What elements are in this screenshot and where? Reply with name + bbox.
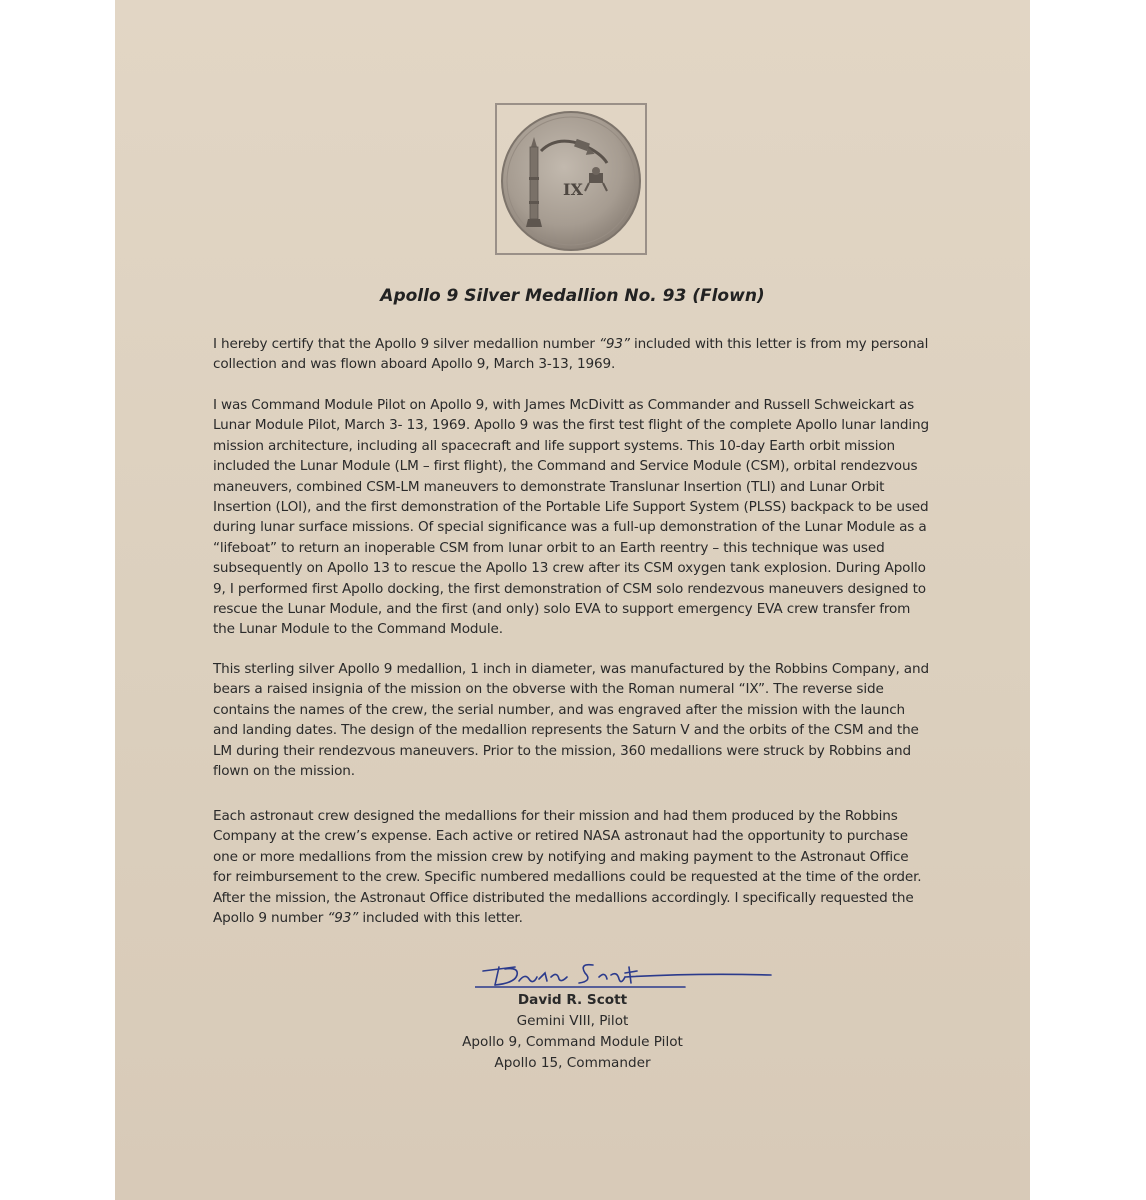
medallion-photo-frame <box>495 103 647 255</box>
signer-role: Gemini VIII, Pilot <box>516 1013 629 1029</box>
signer-role: Apollo 15, Commander <box>494 1055 651 1071</box>
handwritten-signature <box>475 953 775 993</box>
medallion-description-paragraph: This sterling silver Apollo 9 medallion, 1 inch in diameter, was manufactured by the Robbins Company, and bears a raised insignia of the mission on the obverse with the Roman numeral “IX”. The reverse side contains the names of the crew, the serial number, and was engraved after the mission with the launch and landing dates. The design of the medallion represents the Saturn V and the orbits of the CSM and the LM during their rendezvous maneuvers. Prior to the mission, 360 medallions were struck by Robbins and flown on the mission. <box>213 661 929 780</box>
signer-role: Apollo 9, Command Module Pilot <box>462 1034 683 1050</box>
crew-medallion-paragraph: Each astronaut crew designed the medallions for their mission and had them produced by the Robbins Company at the crew’s expense. Each active or retired NASA astronaut had the opportunity to purchase one or more medallions from the mission crew by notifying and making payment to the Astronaut Office for reimbursement to the crew. Specific numbered medallions could be requested at the time of the order. After the mission, the Astronaut Office distributed the medallions accordingly. I specifically requested the Apollo 9 number “93” included with this letter. <box>213 808 922 927</box>
certification-paragraph: I hereby certify that the Apollo 9 silver medallion number “93” included with this letter is from my personal collection and was flown aboard Apollo 9, March 3-13, 1969. <box>213 336 929 373</box>
medallion-image <box>497 105 645 253</box>
requested-number: “93” <box>327 910 359 927</box>
letter-page <box>115 0 1030 1200</box>
signer-name: David R. Scott <box>517 992 628 1008</box>
medallion-number: “93” <box>599 336 630 352</box>
mission-description-paragraph: I was Command Module Pilot on Apollo 9, with James McDivitt as Commander and Russell Schweickart as Lunar Module Pilot, March 3- 13, 1969. Apollo 9 was the first test flight of the complete Apollo lunar landing mission architecture, including all spacecraft and life support systems. This 10-day Earth orbit mission included the Lunar Module (LM – first flight), the Command and Service Module (CSM), orbital rendezvous maneuvers, combined CSM-LM maneuvers to demonstrate Translunar Insertion (TLI) and Lunar Orbit Insertion (LOI), and the first demonstration of the Portable Life Support System (PLSS) backpack to be used during lunar surface missions. Of special significance was a full-up demonstration of the Lunar Module as a “lifeboat” to return an inoperable CSM from lunar orbit to an Earth reentry – this technique was used subsequently on Apollo 13 to rescue the Apollo 13 crew after its CSM oxygen tank explosion. During Apollo 9, I performed first Apollo docking, the first demonstration of CSM solo rendezvous maneuvers designed to rescue the Lunar Module, and the first (and only) solo EVA to support emergency EVA crew transfer from the Lunar Module to the Command Module. <box>213 397 929 638</box>
letter-title: Apollo 9 Silver Medallion No. 93 (Flown) <box>380 286 765 306</box>
medallion-numeral: IX <box>563 180 583 199</box>
